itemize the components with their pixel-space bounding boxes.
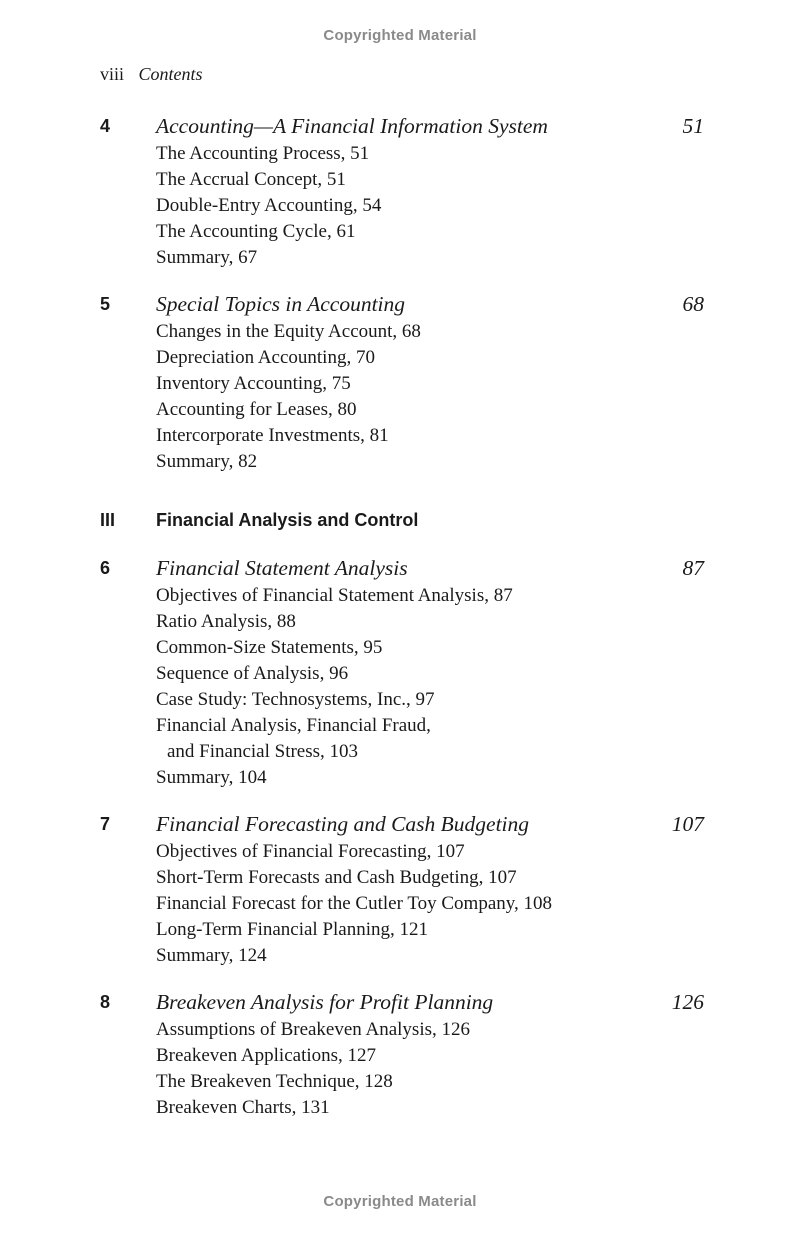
section-entry: Intercorporate Investments, 81 bbox=[156, 425, 389, 446]
section-list bbox=[156, 839, 552, 969]
section-list bbox=[156, 141, 381, 271]
watermark-bottom: Copyrighted Material bbox=[323, 1193, 477, 1210]
section-list bbox=[156, 1017, 470, 1121]
section-entry: Financial Analysis, Financial Fraud, bbox=[156, 715, 431, 736]
chapter-page: 51 bbox=[682, 114, 704, 138]
section-entry: Common-Size Statements, 95 bbox=[156, 637, 383, 658]
section-entry: Objectives of Financial Forecasting, 107 bbox=[156, 841, 465, 862]
chapter-number: 4 bbox=[100, 116, 111, 136]
section-entry: The Accounting Cycle, 61 bbox=[156, 221, 356, 242]
section-entry: Breakeven Applications, 127 bbox=[156, 1045, 377, 1066]
page-number: viii bbox=[100, 64, 125, 84]
section-entry: The Accrual Concept, 51 bbox=[156, 169, 346, 190]
chapter-title: Breakeven Analysis for Profit Planning bbox=[156, 990, 494, 1014]
section-entry: Objectives of Financial Statement Analysis, 87 bbox=[156, 585, 513, 606]
chapter-page: 107 bbox=[671, 812, 704, 836]
section-entry: Changes in the Equity Account, 68 bbox=[156, 321, 421, 342]
chapter-number: 5 bbox=[100, 294, 111, 314]
part-number: III bbox=[100, 510, 116, 530]
section-entry: Case Study: Technosystems, Inc., 97 bbox=[156, 689, 435, 710]
chapter-title: Special Topics in Accounting bbox=[156, 292, 406, 316]
section-entry: Ratio Analysis, 88 bbox=[156, 611, 296, 632]
section-entry: Double-Entry Accounting, 54 bbox=[156, 195, 382, 216]
section-entry: Breakeven Charts, 131 bbox=[156, 1097, 330, 1118]
section-list bbox=[156, 583, 513, 791]
section-entry: Sequence of Analysis, 96 bbox=[156, 663, 349, 684]
part-title: Financial Analysis and Control bbox=[156, 510, 419, 530]
section-entry: Short-Term Forecasts and Cash Budgeting, 107 bbox=[156, 867, 517, 888]
chapter-number: 7 bbox=[100, 814, 111, 834]
section-list bbox=[156, 319, 421, 475]
section-entry: Summary, 124 bbox=[156, 945, 267, 966]
section-entry: Financial Forecast for the Cutler Toy Company, 108 bbox=[156, 893, 553, 914]
section-entry: Inventory Accounting, 75 bbox=[156, 373, 351, 394]
section-entry: Summary, 104 bbox=[156, 767, 267, 788]
section-entry: The Accounting Process, 51 bbox=[156, 143, 370, 164]
chapter-title: Accounting—A Financial Information System bbox=[156, 114, 548, 138]
section-entry: Accounting for Leases, 80 bbox=[156, 399, 357, 420]
chapter-page: 87 bbox=[682, 556, 704, 580]
running-head bbox=[100, 64, 203, 85]
section-entry: Assumptions of Breakeven Analysis, 126 bbox=[156, 1019, 471, 1040]
section-entry: Depreciation Accounting, 70 bbox=[156, 347, 375, 368]
watermark-top: Copyrighted Material bbox=[323, 27, 477, 44]
chapter-title: Financial Forecasting and Cash Budgeting bbox=[156, 812, 530, 836]
chapter-page: 68 bbox=[682, 292, 704, 316]
chapter-number: 8 bbox=[100, 992, 111, 1012]
chapter-page: 126 bbox=[671, 990, 704, 1014]
running-title: Contents bbox=[138, 64, 203, 84]
section-entry-continuation: and Financial Stress, 103 bbox=[167, 741, 359, 762]
chapter-title: Financial Statement Analysis bbox=[156, 556, 408, 580]
section-entry: Summary, 67 bbox=[156, 247, 258, 268]
section-entry: The Breakeven Technique, 128 bbox=[156, 1071, 393, 1092]
chapter-number: 6 bbox=[100, 558, 111, 578]
section-entry: Long-Term Financial Planning, 121 bbox=[156, 919, 429, 940]
section-entry: Summary, 82 bbox=[156, 451, 258, 472]
